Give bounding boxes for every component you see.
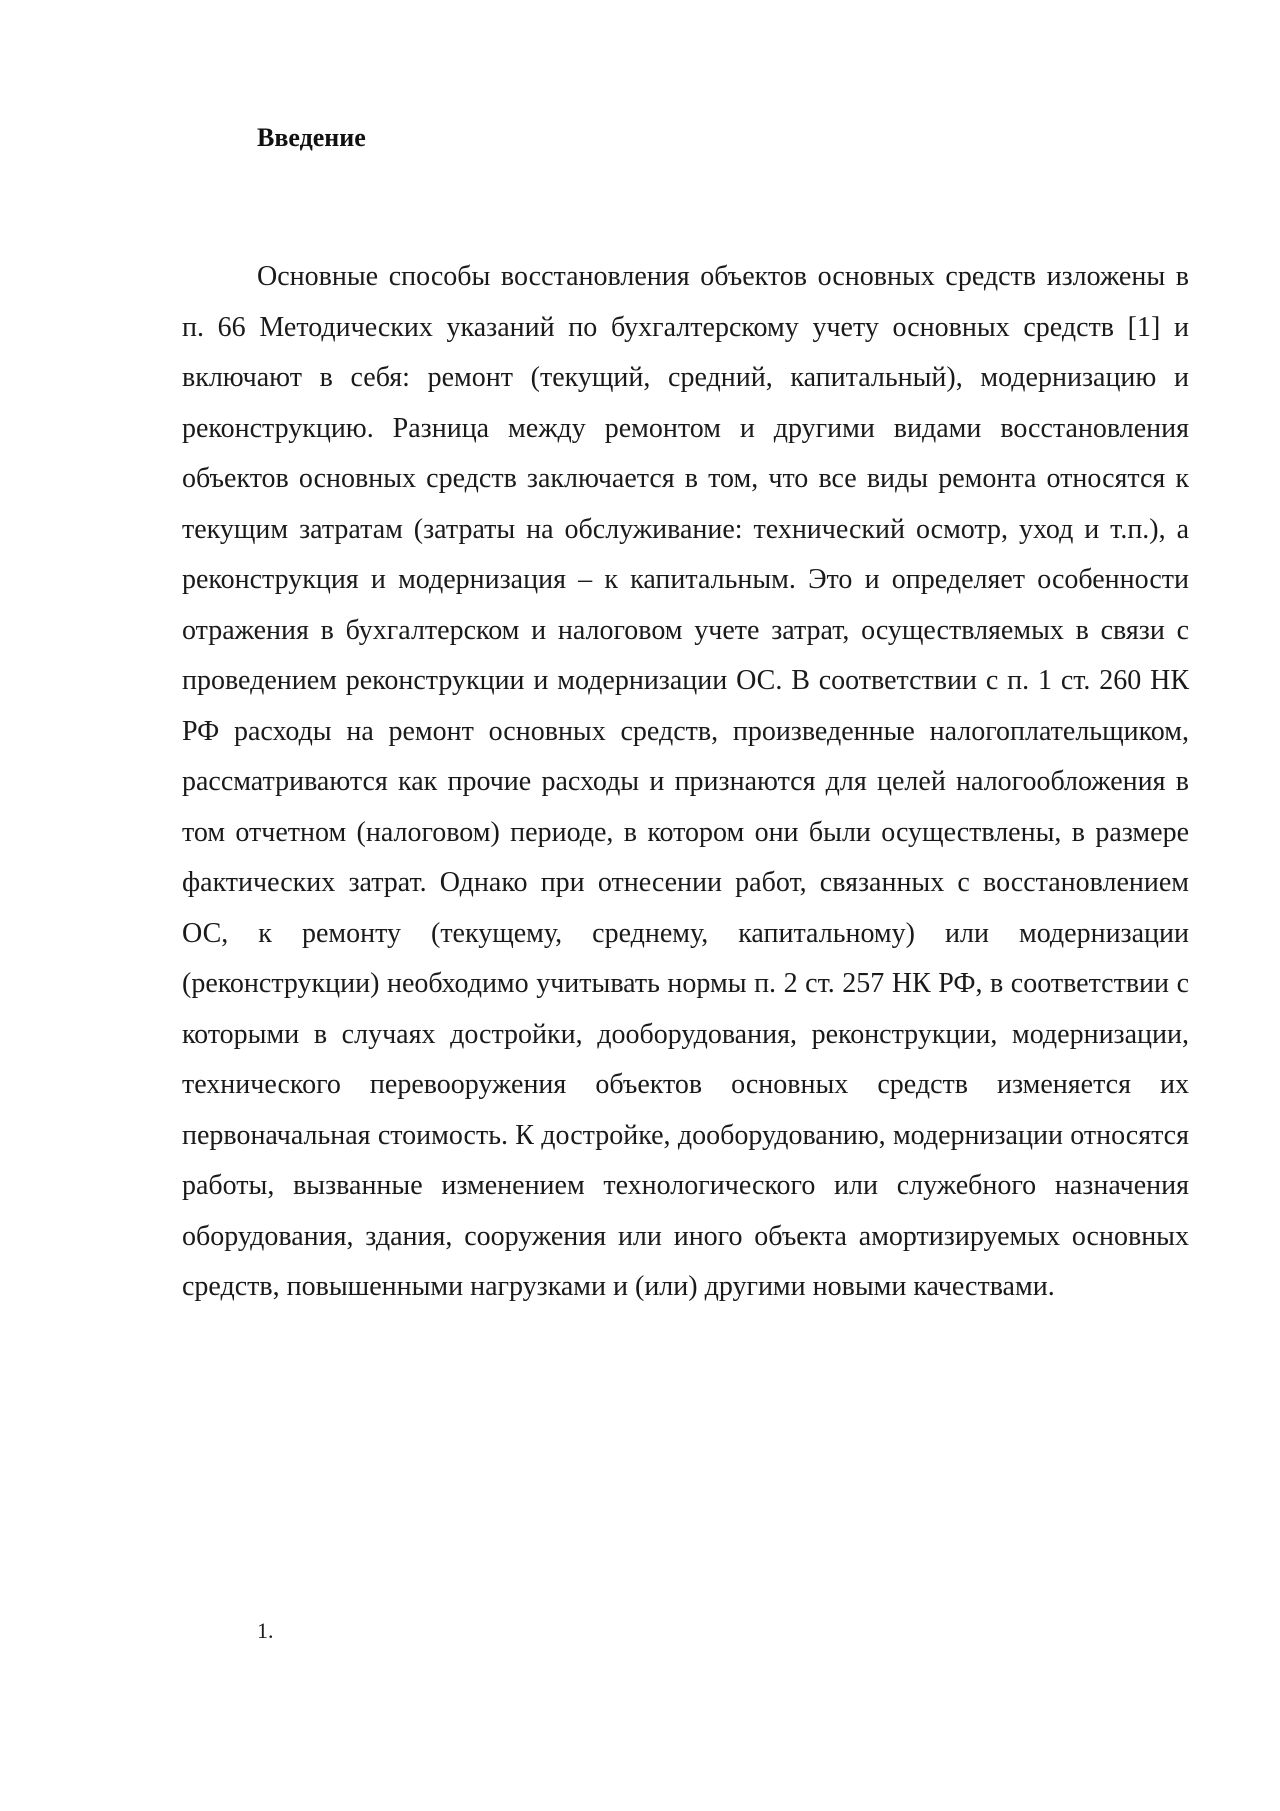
footnote-marker: 1. — [257, 1618, 274, 1643]
section-heading: Введение — [257, 123, 366, 152]
body-paragraph: Основные способы восстановления объектов основных средств изложены в п. 66 Методических указаний по бухгалтерскому учету основных средств [1] и включают в себя: ремонт (текущий, средний, капитальный), модернизацию и реконструкцию. Разница между ремонтом и другими видами восстановления объектов основных средств заключается в том, что все виды ремонта относятся к текущим затратам (затраты на обслуживание: технический осмотр, уход и т.п.), а реконструкция и модернизация – к капитальным. Это и определяет особенности отражения в бухгалтерском и налоговом учете затрат, осуществляемых в связи с проведением реконструкции и модернизации ОС. В соответствии с п. 1 ст. 260 НК РФ расходы на ремонт основных средств, произведенные налогоплательщиком, рассматриваются как прочие расходы и признаются для целей налогообложения в том отчетном (налоговом) периоде, в котором они были осуществлены, в размере фактических затрат. Однако при отнесении работ, связанных с восстановлением ОС, к ремонту (текущему, среднему, капитальному) или модернизации (реконструкции) необходимо учитывать нормы п. 2 ст. 257 НК РФ, в соответствии с которыми в случаях достройки, дооборудования, реконструкции, модернизации, технического перевооружения объектов основных средств изменяется их первоначальная стоимость. К достройке, дооборудованию, модернизации относятся работы, вызванные изменением технологического или служебного назначения оборудования, здания, сооружения или иного объекта амортизируемых основных средств, повышенными нагрузками и (или) другими новыми качествами. — [182, 261, 1189, 1302]
